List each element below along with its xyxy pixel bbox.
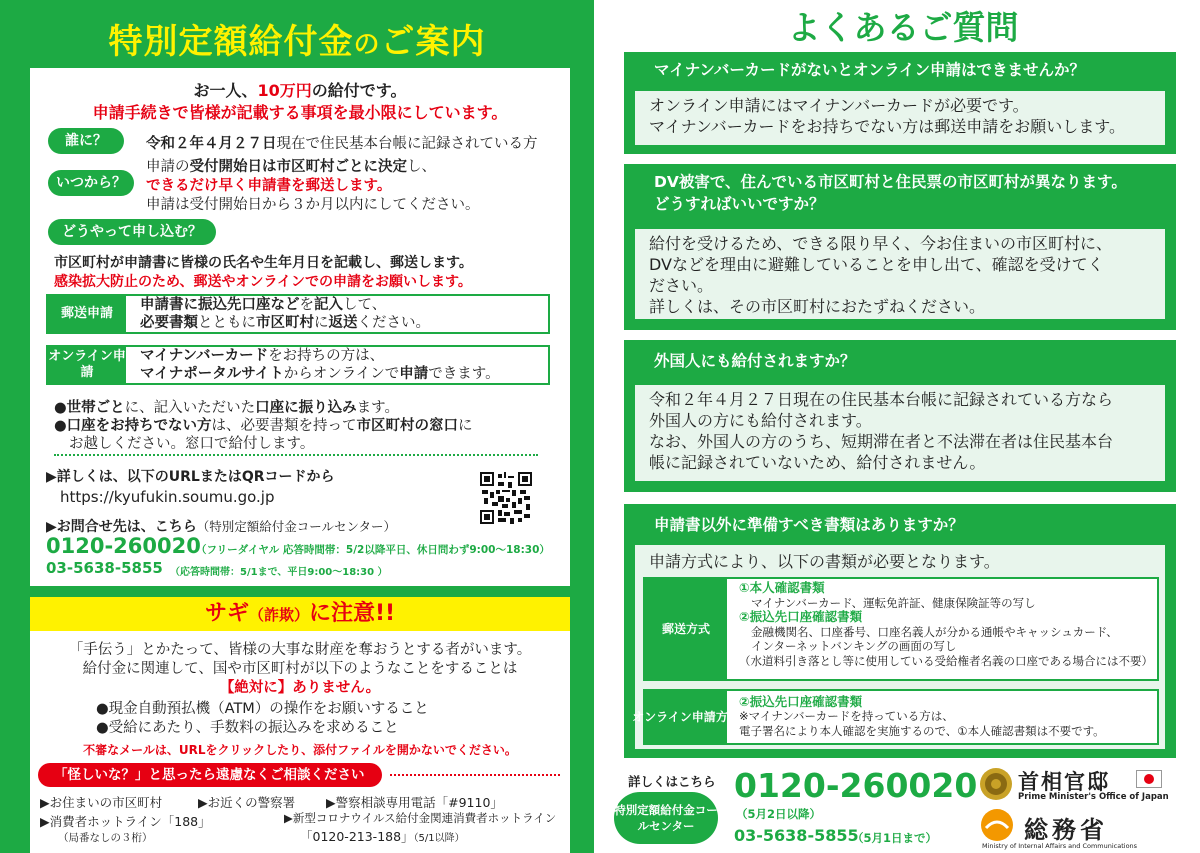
who-text: 令和２年４月２７日現在で住民基本台帳に記録されている方 [146,136,538,152]
tel2[interactable]: 03-5638-5855 [46,559,163,577]
right-panel [606,0,1200,853]
fraud-mail-warning: 不審なメールは、URLをクリックしたり、添付ファイルを開かないでください。 [83,743,517,757]
when-label: いつから？ [48,170,134,196]
faq-answer-2: 給付を受けるため、できる限り早く、今お住まいの市区町村に、 DVなどを理由に避難していることを申し出て、確認を受けてく ださい。 詳しくは、その市区町村におたずねください。 [634,228,1166,320]
divider [54,454,538,456]
faq-answer-1: オンライン申請にはマイナンバーカードが必要です。 マイナンバーカードをお持ちでない方は郵送申請をお願いします。 [634,90,1166,146]
contact-covid-tel: 「0120-213-188」（5/1以降） [300,829,465,844]
qr-code-icon[interactable] [480,472,532,524]
fraud-text: 「手伝う」とかたって、皆様の大事な財産を奪おうとする者がいます。 給付金に関連して、国や市区町村が以下のようなことをすることは 【絶対に】ありません。 [68,642,532,696]
how-label: どうやって申し込む？ [48,219,216,245]
faq-item-3 [624,340,1176,492]
fraud-bullets: ●現金自動預払機（ATM）の操作をお願いすること ●受給にあたり、手数料の振込みを求めること [96,701,429,736]
contact-188-sub: （局番なしの３桁） [58,832,153,844]
bullets: ●世帯ごとに、記入いただいた口座に振り込みます。 ●口座をお持ちでない方は、必要書類を持って市区町村の窓口に お越しください。窓口で給付します。 [54,400,473,452]
docs-online-label: オンライン申請方式 [645,691,727,743]
japan-flag-icon [1136,770,1162,788]
docs-intro: 申請方式により、以下の書類が必要となります。 [649,552,1000,571]
faq-item-2 [624,164,1176,330]
mail-method [46,294,550,334]
contact-police: ▶お近くの警察署 [198,795,296,810]
faq-item-1 [624,52,1176,154]
kantei-name: 首相官邸 [1018,770,1110,794]
who-label: 誰に？ [48,128,124,154]
left-panel [0,0,594,853]
faq-answer-4 [634,544,1166,750]
tel1[interactable]: 0120-260020 [46,534,201,558]
footer-more: 詳しくはこちら [628,774,716,789]
when-text: 申請の受付開始日は市区町村ごとに決定し、 できるだけ早く申請書を郵送します。 申請は受付開始日から３か月以内にしてください。 [146,159,480,213]
faq-question-2: DV被害で、住んでいる市区町村と住民票の市区町村が異なります。 どうすればいいですか？ [654,173,1127,213]
fraud-warning-box [30,597,570,853]
call-center-badge: 特別定額給付金コールセンター [614,792,718,844]
contact-188: ▶消費者ホットライン「188」 [40,814,211,829]
how-red: 感染拡大防止のため、郵送やオンラインでの申請をお願いします。 [54,274,472,290]
faq-title: よくあるご質問 [787,8,1019,47]
how-text: 市区町村が申請書に皆様の氏名や生年月日を記載し、郵送します。 [54,255,473,271]
tel1-note: （フリーダイヤル 応答時間帯：5/2以降平日、休日問わず9:00～18:30） [196,544,550,556]
mail-method-text: 申請書に振込先口座などを記入して、 必要書類とともに市区町村に返送ください。 [140,297,430,331]
kantei-crest-icon [978,766,1014,802]
soumu-name: 総務省 [1024,816,1108,844]
docs-mail-label: 郵送方式 [645,579,727,679]
faq-answer-3: 令和２年４月２７日現在の住民基本台帳に記録されている方なら 外国人の方にも給付されます。 なお、外国人の方のうち、短期滞在者と不法滞在者は住民基本台 帳に記録されていないため、給付されません。 [634,384,1166,482]
contact-9110: ▶警察相談専用電話「#9110」 [326,795,503,810]
docs-online [632,689,1159,745]
online-method-text: マイナンバーカードをお持ちの方は、 マイナポータルサイトからオンラインで申請できます。 [140,348,500,382]
footer-tel1[interactable]: 0120-260020 [734,766,978,805]
kantei-en: Prime Minister's Office of Japan [1018,792,1169,802]
docs-mail-text: ①本人確認書類 マイナンバーカード、運転免許証、健康保険証等の写し ②振込先口座確認書類 金融機関名、口座番号、口座名義人が分かる通帳やキャッシュカード、 インターネットバンキングの画面の写し （水道料引き落とし等に使用している受給権者名義の口座である場合には不要） [739,580,1153,668]
url-link[interactable]: https://kyufukin.soumu.go.jp [60,488,275,506]
contact-city: ▶お住まいの市区町村 [40,795,163,810]
docs-online-text: ②振込先口座確認書類 ※マイナンバーカードを持っている方は、 電子署名により本人確認を実施するので、①本人確認書類は不要です。 [739,694,1105,738]
faq-question-4: 申請書以外に準備すべき書類はありますか？ [654,516,964,534]
mail-method-label: 郵送申請 [48,296,126,332]
fraud-title: サギ（詐欺）に注意!! [30,597,570,631]
soumu-logo-icon [980,808,1014,842]
docs-mail [643,577,1159,681]
online-method-label: オンライン申請 [48,347,126,383]
url-label: ▶詳しくは、以下のURLまたはQRコードから [46,469,335,485]
faq-question-1: マイナンバーカードがないとオンライン申請はできませんか？ [654,61,1086,79]
contact-covid: ▶新型コロナウイルス給付金関連消費者ホットライン [284,811,557,825]
intro-red: 申請手続きで皆様が記載する事項を最小限にしています。 [92,103,508,122]
tel2-note: （応答時間帯：5/1まで、平日9:00～18:30 ） [170,567,388,578]
soumu-en: Ministry of Internal Affairs and Communications [982,842,1138,850]
footer-tel1-note: （5月2日以降） [736,807,822,821]
guide-box [30,68,570,586]
intro-line: お一人、10万円の給付です。 [193,81,407,100]
faq-item-4 [624,504,1176,758]
contact-label: ▶お問合せ先は、こちら（特別定額給付金コールセンター） [46,519,397,535]
page-title: 特別定額給付金のご案内 [108,22,486,62]
band-dots [390,774,560,776]
footer-tel2[interactable]: 03-5638-5855 [734,826,859,845]
consult-band: 「怪しいな？」と思ったら遠慮なくご相談ください [38,763,382,787]
faq-question-3: 外国人にも給付されますか？ [654,352,856,370]
online-method [46,345,550,385]
footer-tel2-note: （5月1日まで） [852,831,938,845]
